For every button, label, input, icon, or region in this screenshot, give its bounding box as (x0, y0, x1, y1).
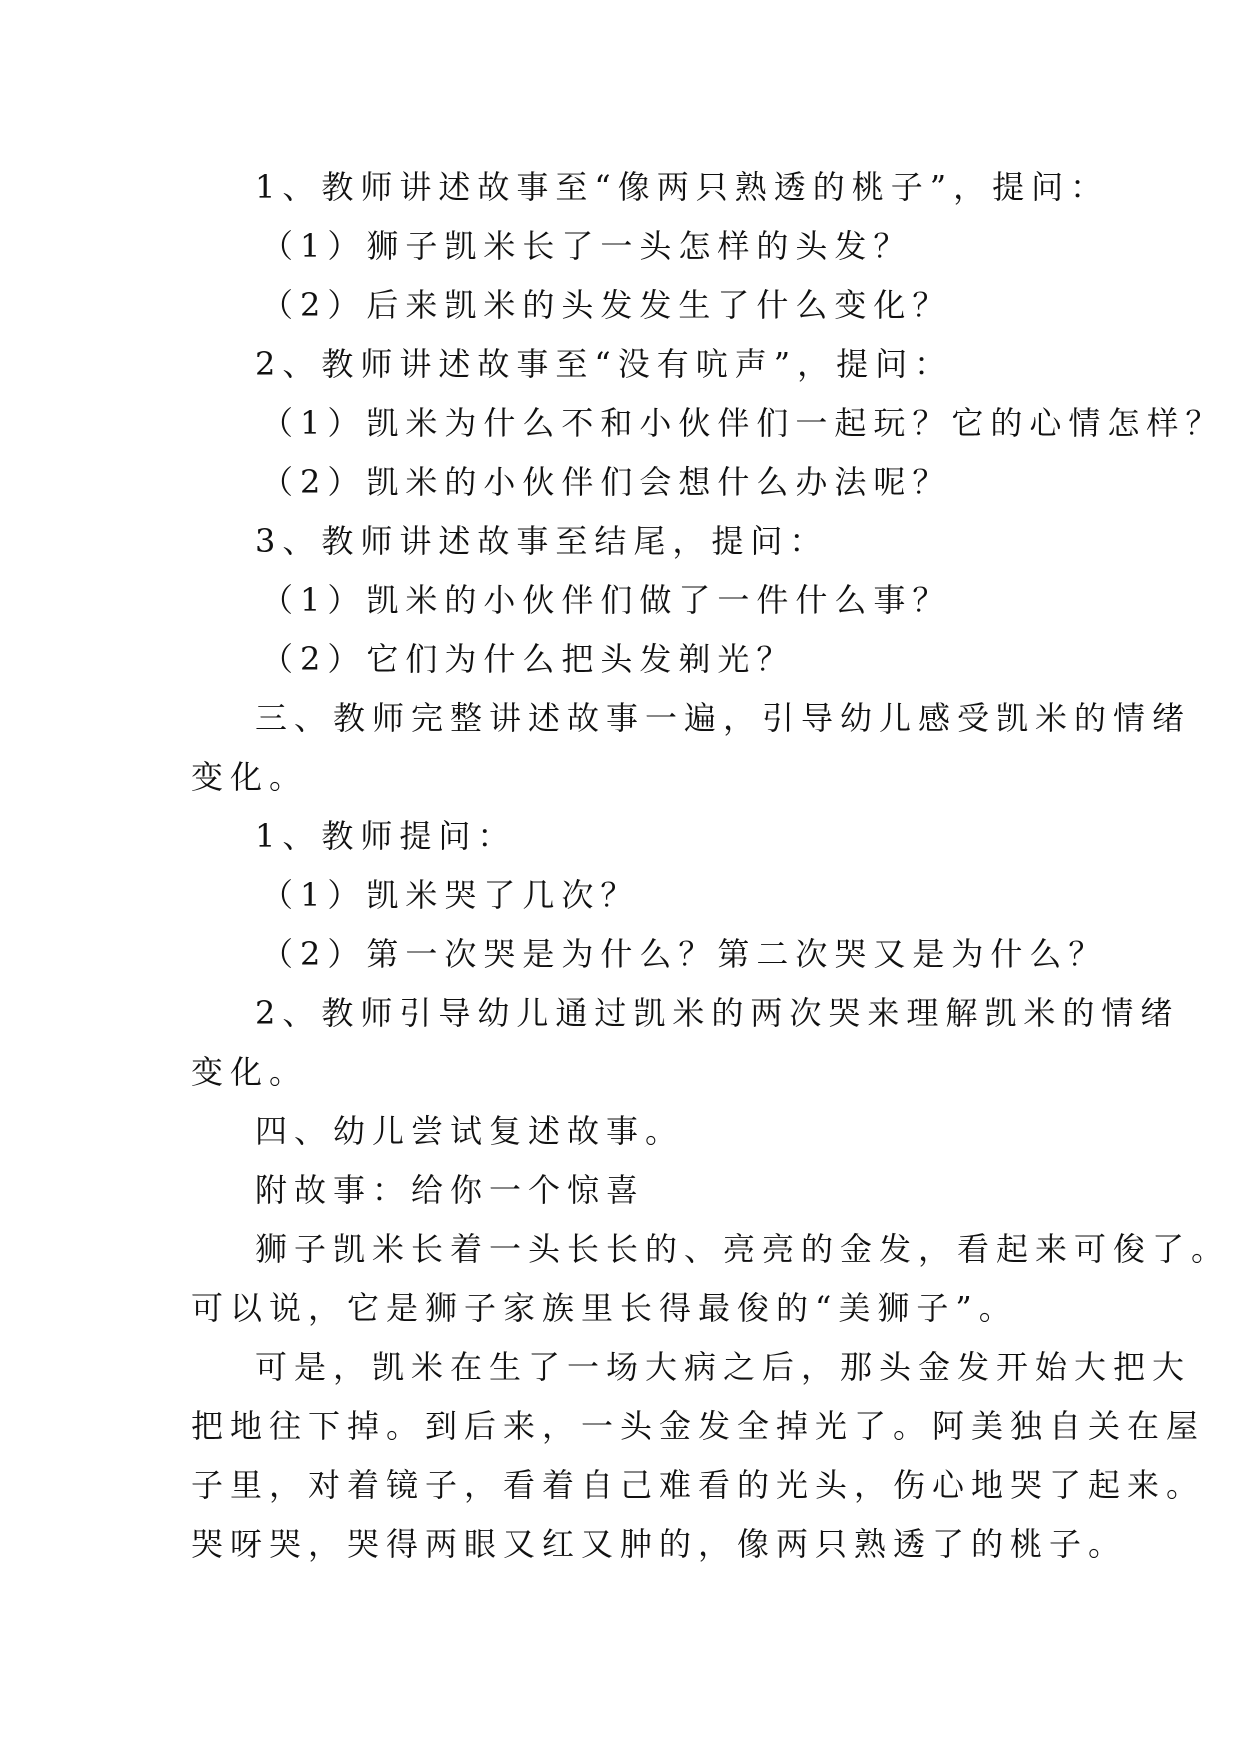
story-line: 把地往下掉。到后来，一头金发全掉光了。阿美独自关在屋 (191, 1407, 1206, 1445)
paragraph-line: 变化。 (191, 1053, 309, 1091)
paragraph-line: （2）后来凯米的头发发生了什么变化？ (261, 286, 952, 324)
paragraph-line: （1）狮子凯米长了一头怎样的头发？ (261, 227, 913, 265)
document-body (191, 158, 1231, 1574)
paragraph-line: （2）第一次哭是为什么？第二次哭又是为什么？ (261, 935, 1108, 973)
story-line: 哭呀哭，哭得两眼又红又肿的，像两只熟透了的桃子。 (191, 1525, 1128, 1563)
paragraph-line: 3、教师讲述故事至结尾，提问： (255, 522, 829, 560)
paragraph-line: （1）凯米哭了几次？ (261, 876, 640, 914)
section-heading-line: 三、教师完整讲述故事一遍，引导幼儿感受凯米的情绪 (255, 699, 1192, 737)
paragraph-line: （2）它们为什么把头发剃光？ (261, 640, 796, 678)
story-line: 可以说，它是狮子家族里长得最俊的“美狮子”。 (191, 1289, 1018, 1327)
paragraph-line: 1、教师提问： (255, 817, 517, 855)
paragraph-line: 2、教师引导幼儿通过凯米的两次哭来理解凯米的情绪 (255, 994, 1180, 1032)
story-line: 狮子凯米长着一头长长的、亮亮的金发，看起来可俊了。 (255, 1230, 1231, 1268)
section-heading-line: 四、幼儿尝试复述故事。 (255, 1112, 685, 1150)
paragraph-line: （2）凯米的小伙伴们会想什么办法呢？ (261, 463, 952, 501)
paragraph-line: 1、教师讲述故事至“像两只熟透的桃子”，提问： (255, 168, 1110, 206)
paragraph-line: 2、教师讲述故事至“没有吭声”，提问： (255, 345, 954, 383)
paragraph-line: （1）凯米为什么不和小伙伴们一起玩？它的心情怎样？ (261, 404, 1225, 442)
story-line: 子里，对着镜子，看着自己难看的光头，伤心地哭了起来。 (191, 1466, 1206, 1504)
story-line: 可是，凯米在生了一场大病之后，那头金发开始大把大 (255, 1348, 1192, 1386)
story-title-line: 附故事：给你一个惊喜 (255, 1171, 646, 1209)
paragraph-line: 变化。 (191, 758, 309, 796)
paragraph-line: （1）凯米的小伙伴们做了一件什么事？ (261, 581, 952, 619)
